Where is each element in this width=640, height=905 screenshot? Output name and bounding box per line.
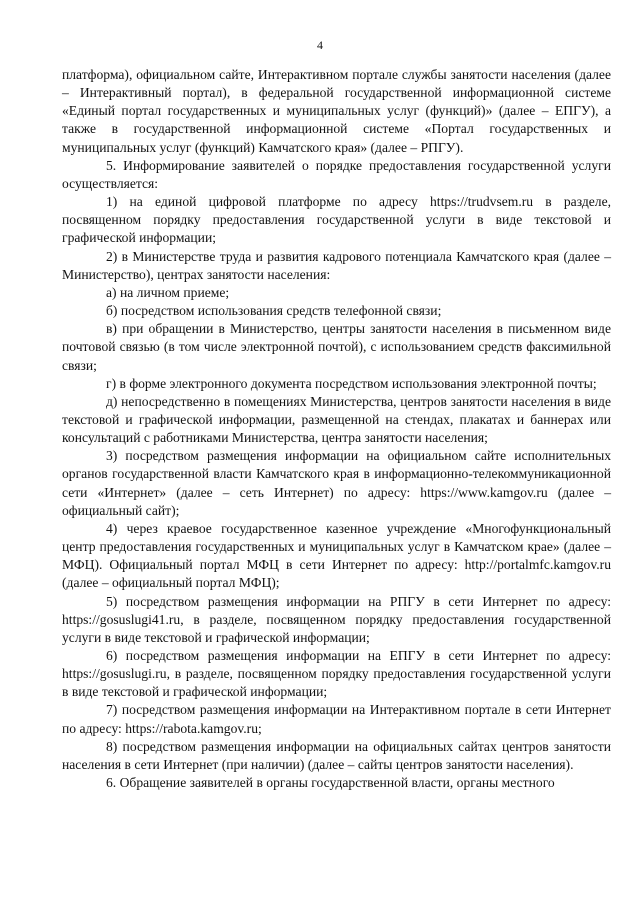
paragraph: 6. Обращение заявителей в органы государственной власти, органы местного xyxy=(106,775,555,791)
paragraph: 2) в Министерстве труда и развития кадрового потенциала Камчатского края (далее – Министерство), центрах занятости населения: xyxy=(62,248,611,282)
paragraph: 7) посредством размещения информации на Интерактивном портале в сети Интернет по адресу: https://rabota.kamgov.ru; xyxy=(62,702,611,736)
document-body xyxy=(62,66,611,792)
page-number: 4 xyxy=(317,38,323,52)
paragraph: 3) посредством размещения информации на официальном сайте исполнительных органов государственной власти Камчатского края в информационно-телекоммуникационной сети «Интернет» (далее – сеть Интернет) по адресу: https://www.kamgov.ru (далее – официальный сайт); xyxy=(62,448,611,518)
paragraph: б) посредством использования средств телефонной связи; xyxy=(106,303,442,319)
paragraph: 6) посредством размещения информации на ЕПГУ в сети Интернет по адресу: https://gosuslugi.ru, в разделе, посвященном порядку предоставления государственной услуги в виде текстовой и графической информации; xyxy=(62,648,611,700)
paragraph: 5) посредством размещения информации на РПГУ в сети Интернет по адресу: https://gosuslugi41.ru, в разделе, посвященном порядку предоставления государственной услуги в виде текстовой и графической информации; xyxy=(62,593,611,645)
paragraph: д) непосредственно в помещениях Министерства, центров занятости населения в виде текстовой и графической информации, размещенной на стендах, плакатах и баннерах или консультаций с работниками Министерства, центра занятости населения; xyxy=(62,393,611,446)
paragraph: 8) посредством размещения информации на официальных сайтах центров занятости населения в сети Интернет (при наличии) (далее – сайты центров занятости населения). xyxy=(62,738,611,772)
paragraph: 1) на единой цифровой платформе по адресу https://trudvsem.ru в разделе, посвященном порядку предоставления государственной услуги в виде текстовой и графической информации; xyxy=(62,194,611,246)
paragraph: 4) через краевое государственное казенное учреждение «Многофункциональный центр предоставления государственных и муниципальных услуг в Камчатском крае» (далее – МФЦ). Официальный портал МФЦ в сети Интернет по адресу: http://portalmfc.kamgov.ru (далее – официальный портал МФЦ); xyxy=(62,520,611,591)
paragraph: а) на личном приеме; xyxy=(106,284,230,300)
paragraph: в) при обращении в Министерство, центры занятости населения в письменном виде почтовой связью (в том числе электронной почтой), с использованием средств факсимильной связи; xyxy=(62,321,611,373)
paragraph: 5. Информирование заявителей о порядке предоставления государственной услуги осуществляется: xyxy=(62,157,611,191)
paragraph: г) в форме электронного документа посредством использования электронной почты; xyxy=(106,375,597,391)
paragraph: платформа), официальном сайте, Интерактивном портале службы занятости населения (далее – Интерактивный портал), в федеральной государственной информационной системе «Единый портал государственных и муниципальных услуг (функций)» (далее – ЕПГУ), а также в государственной информационной системе «Портал государственных и муниципальных услуг (функций) Камчатского края» (далее – РПГУ). xyxy=(62,67,611,155)
